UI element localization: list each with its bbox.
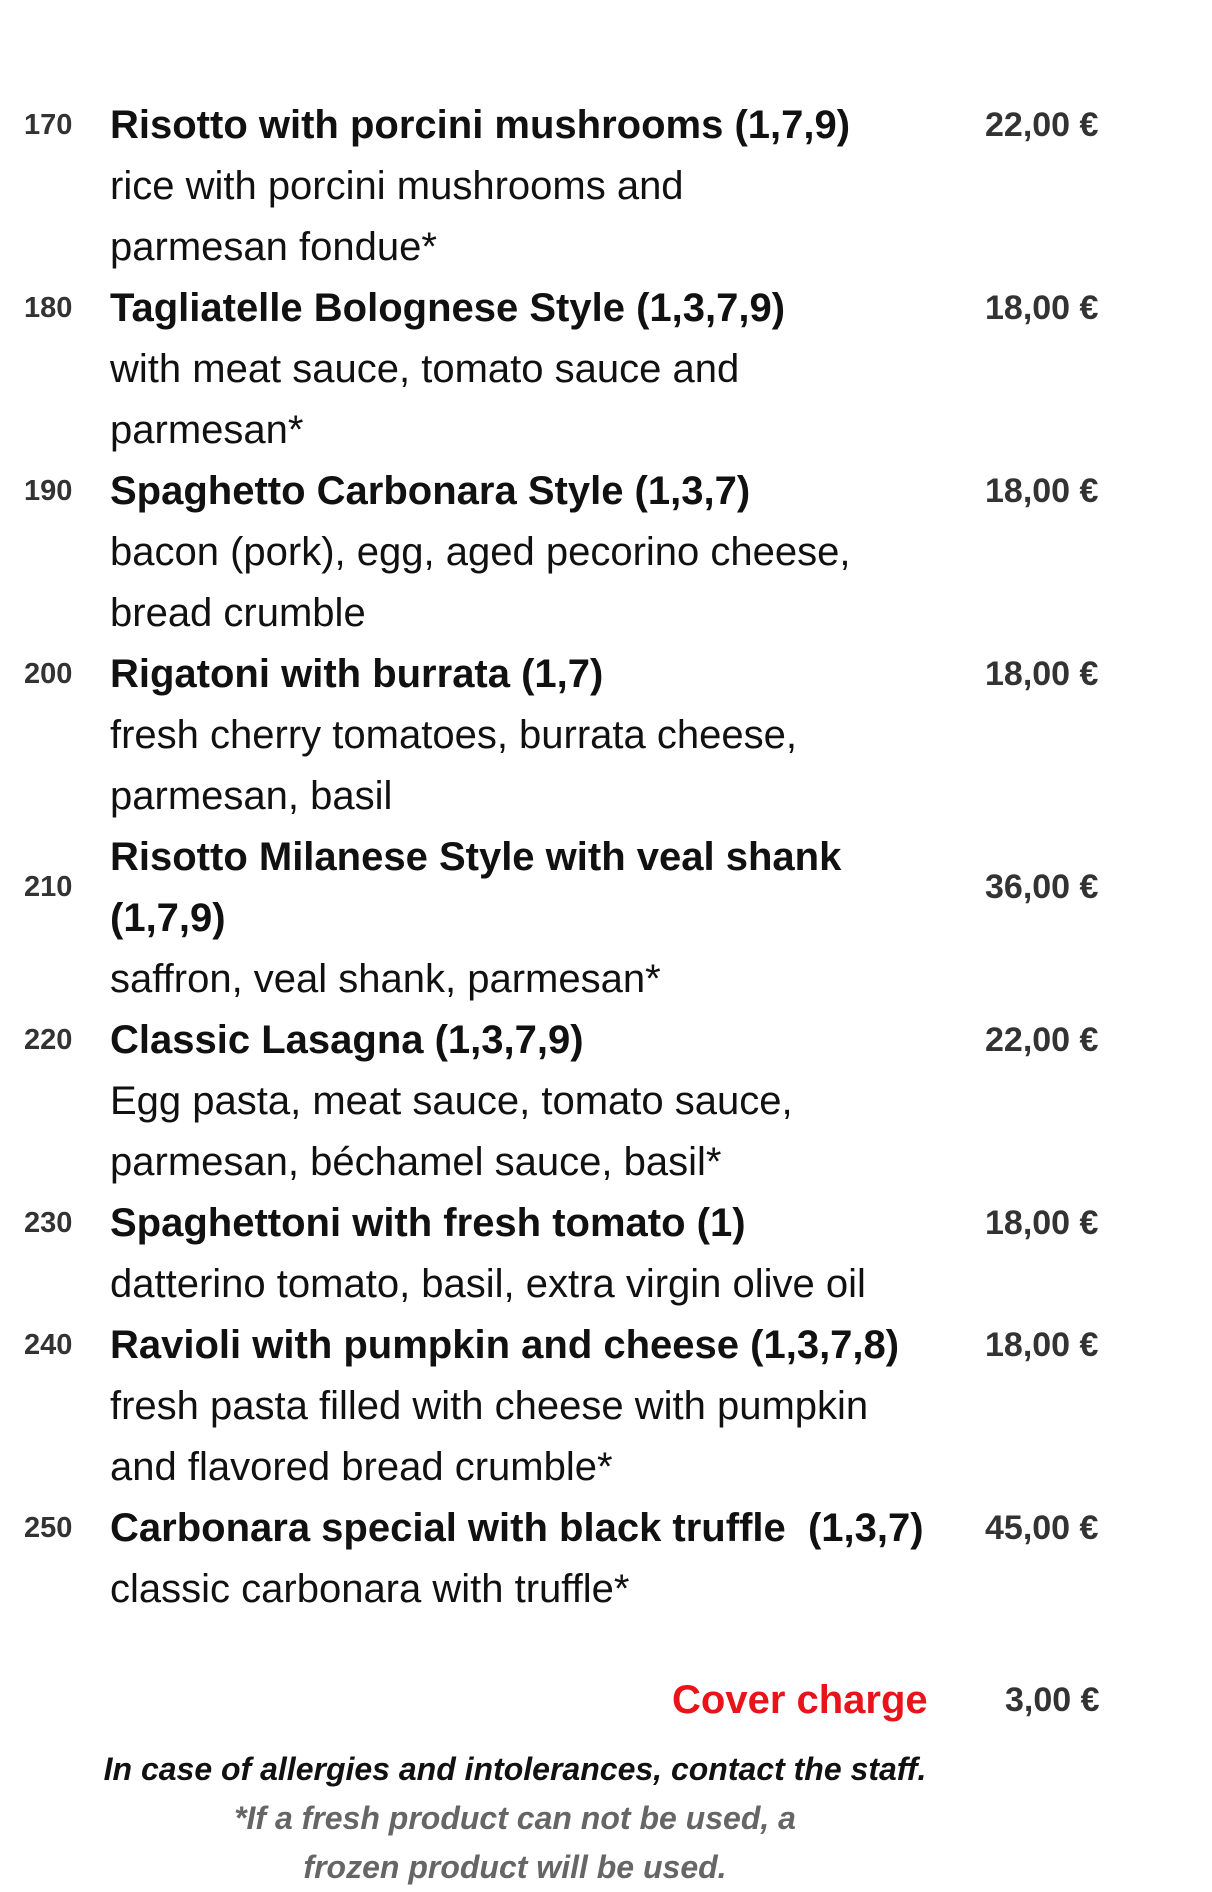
item-description: datterino tomato, basil, extra virgin olive oil: [110, 1262, 866, 1306]
menu-list: [0, 95, 1212, 1620]
item-body: [110, 1010, 980, 1193]
item-body: [110, 461, 980, 644]
menu-item: [0, 1193, 1212, 1315]
item-name: Carbonara special with black truffle (1,3,7): [110, 1506, 924, 1550]
item-name: Spaghettoni with fresh tomato (1): [110, 1201, 746, 1245]
item-number: 180: [24, 292, 73, 324]
menu-item: [0, 827, 1212, 1010]
menu-item: [0, 1498, 1212, 1620]
item-number: 200: [24, 658, 73, 690]
cover-charge-price: 3,00 €: [1005, 1681, 1100, 1719]
frozen-product-note: *If a fresh product can not be used, a frozen product will be used.: [234, 1800, 796, 1885]
menu-item: [0, 461, 1212, 644]
item-description: classic carbonara with truffle*: [110, 1567, 630, 1611]
item-name: Risotto with porcini mushrooms (1,7,9): [110, 103, 851, 147]
item-description: Egg pasta, meat sauce, tomato sauce, parmesan, béchamel sauce, basil*: [110, 1079, 793, 1184]
menu-item: [0, 95, 1212, 278]
item-body: [110, 827, 980, 1010]
item-name: Rigatoni with burrata (1,7): [110, 652, 604, 696]
item-description: fresh pasta filled with cheese with pumpkin and flavored bread crumble*: [110, 1384, 869, 1489]
footer-notes: [0, 1745, 1030, 1892]
item-body: [110, 278, 980, 461]
item-description: fresh cherry tomatoes, burrata cheese, parmesan, basil: [110, 713, 797, 818]
item-price: 18,00 €: [985, 1326, 1099, 1364]
item-name: Tagliatelle Bolognese Style (1,3,7,9): [110, 286, 786, 330]
item-number: 190: [24, 475, 73, 507]
item-name: Risotto Milanese Style with veal shank (1,7,9): [110, 835, 842, 940]
item-price: 22,00 €: [985, 1021, 1099, 1059]
allergy-note: In case of allergies and intolerances, contact the staff.: [103, 1751, 927, 1787]
menu-item: [0, 644, 1212, 827]
item-number: 170: [24, 109, 73, 141]
item-price: 22,00 €: [985, 106, 1099, 144]
menu-item: [0, 1315, 1212, 1498]
item-description: bacon (pork), egg, aged pecorino cheese, bread crumble: [110, 530, 851, 635]
cover-charge-label: Cover charge: [672, 1678, 928, 1722]
item-number: 240: [24, 1329, 73, 1361]
item-price: 18,00 €: [985, 289, 1099, 327]
item-description: rice with porcini mushrooms and parmesan fondue*: [110, 164, 684, 269]
item-name: Classic Lasagna (1,3,7,9): [110, 1018, 584, 1062]
item-number: 210: [24, 871, 73, 903]
item-price: 18,00 €: [985, 1204, 1099, 1242]
item-name: Ravioli with pumpkin and cheese (1,3,7,8): [110, 1323, 900, 1367]
item-name: Spaghetto Carbonara Style (1,3,7): [110, 469, 751, 513]
cover-charge-row: [0, 1670, 1212, 1731]
item-body: [110, 1315, 980, 1498]
menu-item: [0, 1010, 1212, 1193]
item-price: 36,00 €: [985, 868, 1099, 906]
item-price: 18,00 €: [985, 655, 1099, 693]
item-number: 220: [24, 1024, 73, 1056]
item-description: with meat sauce, tomato sauce and parmesan*: [110, 347, 740, 452]
item-number: 250: [24, 1512, 73, 1544]
item-price: 18,00 €: [985, 472, 1099, 510]
item-body: [110, 1193, 980, 1315]
item-body: [110, 1498, 980, 1620]
item-description: saffron, veal shank, parmesan*: [110, 957, 661, 1001]
menu-item: [0, 278, 1212, 461]
item-number: 230: [24, 1207, 73, 1239]
item-body: [110, 95, 980, 278]
item-price: 45,00 €: [985, 1509, 1099, 1547]
item-body: [110, 644, 980, 827]
